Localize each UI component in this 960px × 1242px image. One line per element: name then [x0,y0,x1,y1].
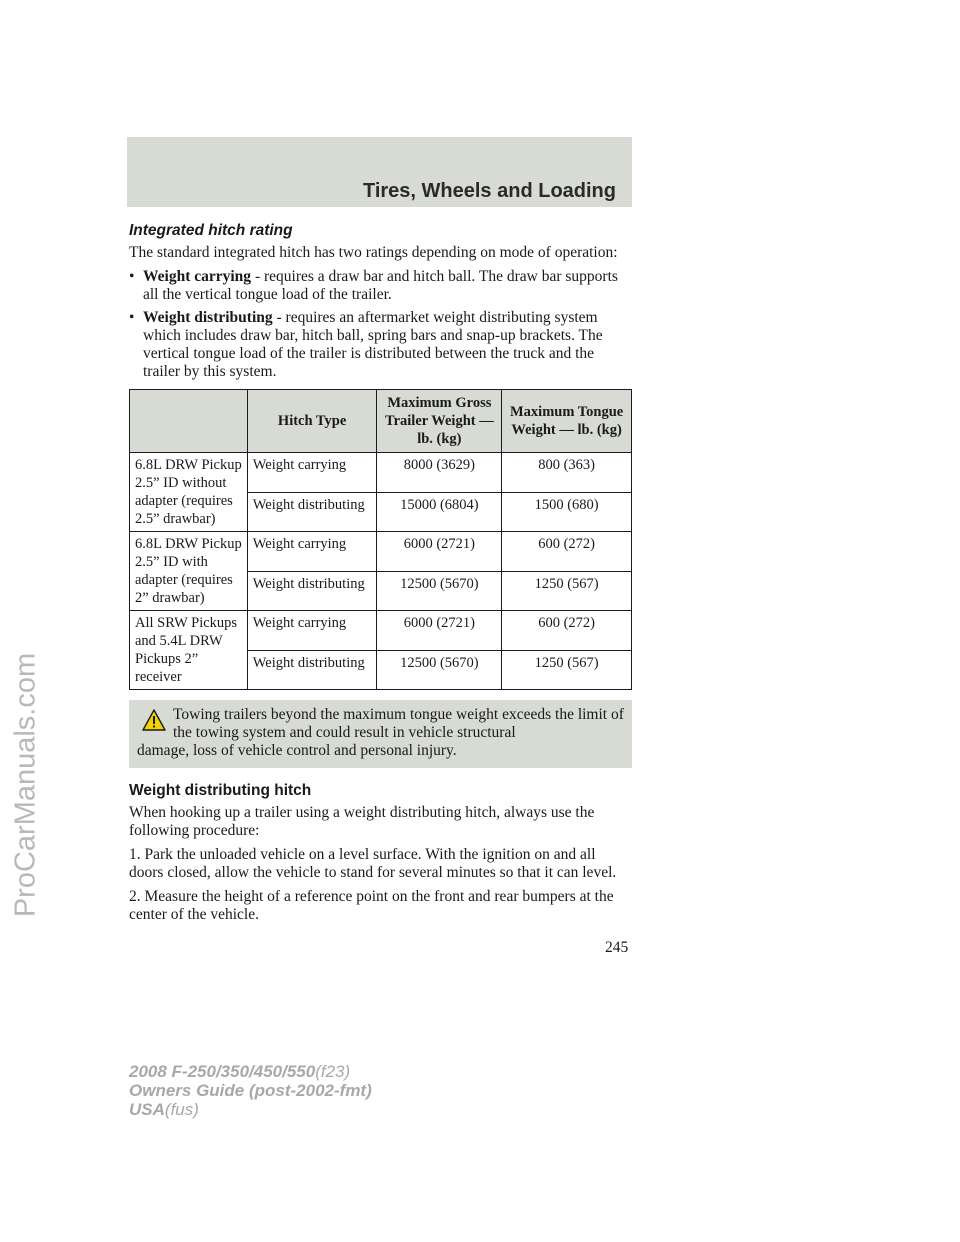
procedure-step: 1. Park the unloaded vehicle on a level surface. With the ignition on and all doors closed, allow the vehicle to stand for several minutes so that it can level. [129,846,617,881]
hitch-type-cell: Weight distributing [247,650,377,690]
tongue-weight-cell: 1500 (680) [502,492,632,532]
vehicle-cell: 6.8L DRW Pickup 2.5” ID with adapter (requires 2” drawbar) [130,532,248,611]
list-item [129,309,632,381]
bullet-icon: • [129,309,135,326]
footer-region: USA [129,1100,165,1119]
table-row [130,453,632,493]
vehicle-cell: 6.8L DRW Pickup 2.5” ID without adapter (requires 2.5” drawbar) [130,453,248,532]
header-band [127,137,632,207]
hitch-type-cell: Weight distributing [247,571,377,611]
watermark-text: ProCarManuals.com [9,652,42,918]
table-header-cell [130,390,248,453]
watermark [6,505,46,1065]
procedure-intro: When hooking up a trailer using a weight distributing hitch, always use the following procedure: [129,804,595,839]
tongue-weight-cell: 600 (272) [502,611,632,651]
warning-text-line1: Towing trailers beyond the maximum tongue weight exceeds the limit of the towing system and could result in vehicle structural [173,706,624,741]
table-header-cell: Maximum Tongue Weight — lb. (kg) [502,390,632,453]
page-content [129,222,632,930]
footer-guide: Owners Guide (post-2002-fmt) [129,1081,372,1100]
intro-paragraph: The standard integrated hitch has two ratings depending on mode of operation: [129,244,618,261]
section-heading-integrated-hitch: Integrated hitch rating [129,222,293,239]
hitch-mode-list [129,268,632,381]
table-header-cell: Maximum Gross Trailer Weight — lb. (kg) [377,390,502,453]
gross-weight-cell: 12500 (5670) [377,571,502,611]
warning-triangle-icon [142,709,166,731]
hitch-type-cell: Weight carrying [247,532,377,572]
vehicle-cell: All SRW Pickups and 5.4L DRW Pickups 2” receiver [130,611,248,690]
table-row [130,532,632,572]
tongue-weight-cell: 800 (363) [502,453,632,493]
gross-weight-cell: 8000 (3629) [377,453,502,493]
hitch-rating-table [129,389,632,690]
bullet-icon: • [129,268,135,285]
warning-box [129,700,632,768]
table-row [130,611,632,651]
bullet-term: Weight distributing [143,309,273,326]
table-header-cell: Hitch Type [247,390,377,453]
tongue-weight-cell: 1250 (567) [502,571,632,611]
gross-weight-cell: 6000 (2721) [377,611,502,651]
document-footer [129,1062,372,1119]
hitch-type-cell: Weight carrying [247,453,377,493]
table-header-row [130,390,632,453]
hitch-type-cell: Weight carrying [247,611,377,651]
page-title: Tires, Wheels and Loading [362,180,616,202]
tongue-weight-cell: 1250 (567) [502,650,632,690]
page-number: 245 [605,939,629,956]
footer-region-code: (fus) [164,1100,199,1119]
list-item [129,268,632,304]
section-heading-weight-distributing: Weight distributing hitch [129,782,312,799]
gross-weight-cell: 12500 (5670) [377,650,502,690]
procedure-step: 2. Measure the height of a reference point on the front and rear bumpers at the center of the vehicle. [129,888,614,923]
tongue-weight-cell: 600 (272) [502,532,632,572]
bullet-text: - requires an aftermarket weight distributing system which includes draw bar, hitch ball, spring bars and snap-up brackets. The vertical tongue load of the trailer is distributed between the truck and the trailer by this system. [143,309,603,380]
gross-weight-cell: 6000 (2721) [377,532,502,572]
bullet-term: Weight carrying [143,268,252,285]
gross-weight-cell: 15000 (6804) [377,492,502,532]
footer-model-code: (f23) [315,1062,351,1081]
bullet-text: - requires a draw bar and hitch ball. The draw bar supports all the vertical tongue load of the trailer. [143,268,618,303]
warning-text-line2: damage, loss of vehicle control and personal injury. [137,742,457,759]
footer-model: 2008 F-250/350/450/550 [129,1062,316,1081]
hitch-type-cell: Weight distributing [247,492,377,532]
